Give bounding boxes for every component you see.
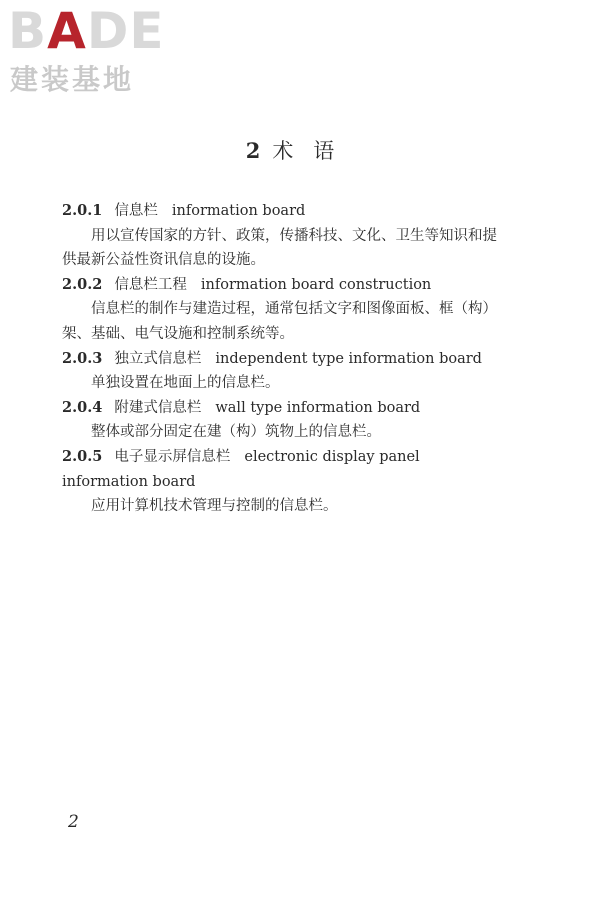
term-chinese: 独立式信息栏 [114, 350, 202, 367]
term-header [62, 445, 502, 494]
chapter-number: 2 [245, 138, 261, 163]
term-number: 2.0.4 [62, 398, 103, 416]
term-header [62, 347, 502, 372]
term-header [62, 396, 502, 421]
term-definition: 单独设置在地面上的信息栏。 [91, 375, 280, 392]
term-english: information board [171, 203, 306, 219]
term-chinese: 附建式信息栏 [114, 399, 202, 416]
logo-letter-b: B [8, 2, 48, 60]
term-number: 2.0.3 [62, 349, 103, 367]
term-english: independent type information board [215, 350, 482, 367]
terms-list [62, 199, 502, 519]
term-number: 2.0.5 [62, 447, 103, 465]
term-chinese: 电子显示屏信息栏 [114, 448, 231, 465]
logo-chinese-text: 建装基地 [10, 63, 135, 96]
term-entry [62, 199, 502, 273]
term-english: electronic display panel information board [62, 448, 420, 490]
bade-logo [8, 2, 178, 96]
term-entry [62, 396, 502, 445]
page-number: 2 [68, 812, 79, 832]
term-chinese: 信息栏 [114, 203, 158, 219]
term-header [62, 273, 502, 298]
term-number: 2.0.2 [62, 275, 103, 293]
term-header [62, 199, 502, 224]
term-definition: 信息栏的制作与建造过程，通常包括文字和图像面板、框（构）架、基础、电气设施和控制系统等。 [62, 301, 497, 342]
term-entry [62, 347, 502, 396]
term-entry [62, 445, 502, 519]
logo-letter-a: A [47, 2, 87, 60]
term-english: information board construction [200, 276, 432, 293]
logo-letters-de: DE [86, 2, 165, 60]
term-number: 2.0.1 [62, 202, 103, 219]
chapter-heading [0, 138, 600, 164]
term-definition: 用以宣传国家的方针、政策，传播科技、文化、卫生等知识和提供最新公益性资讯信息的设施。 [62, 227, 497, 269]
logo-wordmark [8, 2, 165, 60]
term-definition: 整体或部分固定在建（构）筑物上的信息栏。 [91, 424, 381, 441]
term-chinese: 信息栏工程 [114, 276, 187, 293]
term-entry [62, 273, 502, 347]
term-english: wall type information board [215, 399, 421, 416]
term-definition: 应用计算机技术管理与控制的信息栏。 [91, 498, 338, 515]
chapter-title: 术语 [272, 139, 355, 163]
